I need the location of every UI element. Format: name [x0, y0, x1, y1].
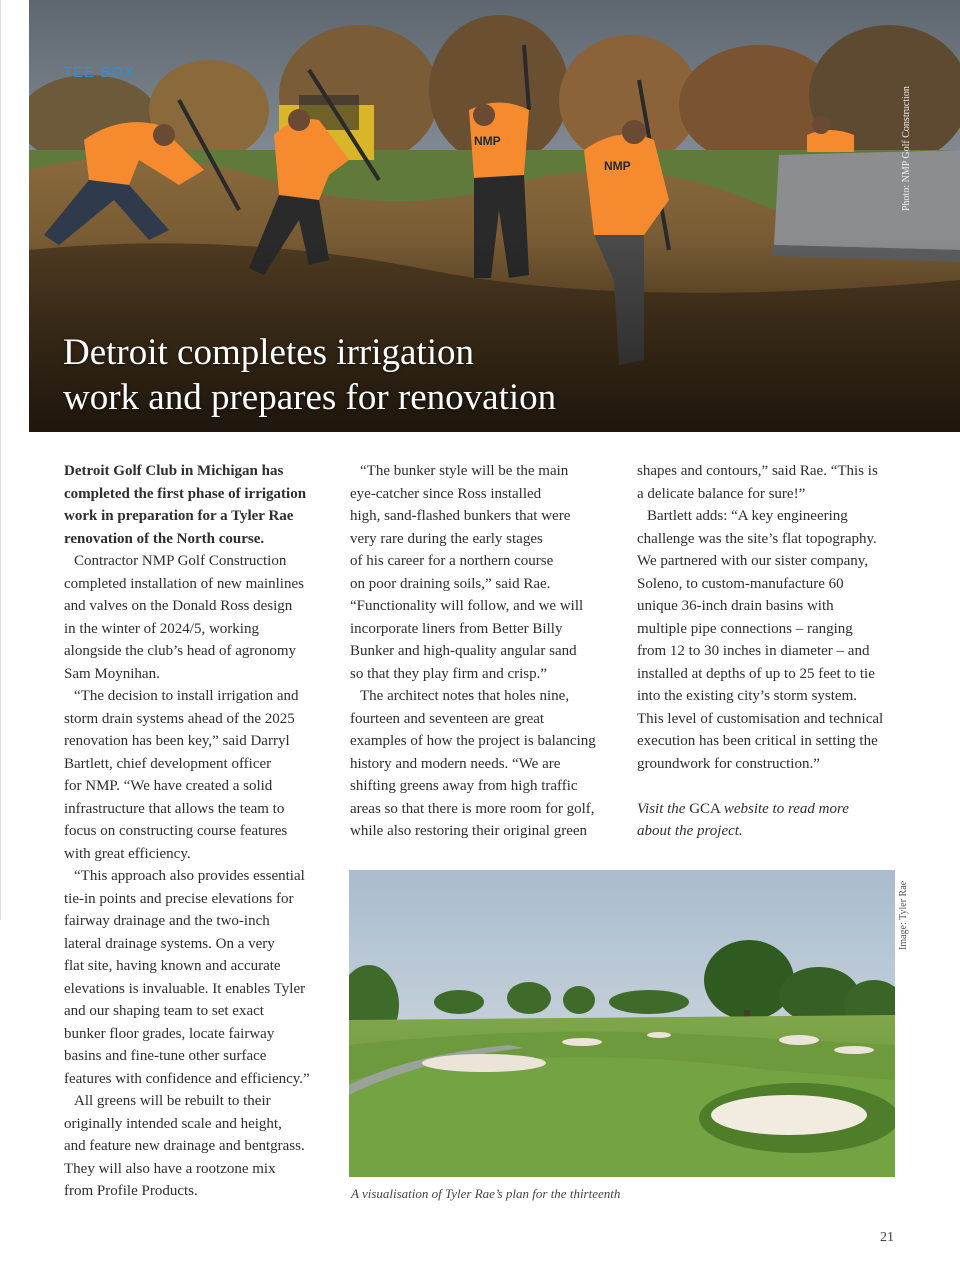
body-line: They will also have a rootzone mix: [64, 1160, 276, 1177]
body-line: features with confidence and efficiency.”: [64, 1070, 310, 1087]
article-column-3: [637, 460, 899, 843]
cta-mid: website to read more: [723, 800, 849, 817]
body-line: We partnered with our sister company,: [637, 553, 869, 569]
body-line: This level of customisation and technical: [637, 710, 884, 727]
body-line: installed at depths of up to 25 feet to tie: [637, 665, 875, 682]
headline: [63, 330, 683, 420]
body-line: “This approach also provides essential: [74, 868, 305, 884]
standfirst-line: completed the first phase of irrigation: [64, 485, 307, 502]
body-line: with great efficiency.: [64, 845, 191, 862]
body-line: flat site, having known and accurate: [64, 958, 281, 974]
course-illustration: [349, 870, 895, 1177]
standfirst-line: Detroit Golf Club in Michigan has: [64, 463, 284, 479]
body-line: of his career for a northern course: [350, 553, 554, 569]
body-line: basins and fine-tune other surface: [64, 1048, 267, 1064]
body-line: shifting greens away from high traffic: [350, 778, 578, 794]
body-line: fairway drainage and the two-inch: [64, 913, 270, 929]
body-line: shapes and contours,” said Rae. “This is: [637, 463, 878, 479]
body-line: Contractor NMP Golf Construction: [74, 553, 287, 569]
cta-line-2: about the project.: [637, 823, 743, 839]
body-line: infrastructure that allows the team to: [64, 800, 285, 817]
body-line: execution has been critical in setting the: [637, 733, 878, 749]
body-line: while also restoring their original green: [350, 823, 588, 839]
body-line: a delicate balance for sure!”: [637, 485, 806, 502]
body-line: unique 36-inch drain basins with: [637, 598, 834, 614]
body-line: and valves on the Donald Ross design: [64, 598, 293, 614]
body-line: The architect notes that holes nine,: [360, 688, 570, 704]
body-line: incorporate liners from Better Billy: [350, 620, 563, 637]
body-line: examples of how the project is balancing: [350, 733, 596, 749]
standfirst-line: work in preparation for a Tyler Rae: [64, 508, 294, 524]
body-line: into the existing city’s storm system.: [637, 688, 857, 704]
body-line: alongside the club’s head of agronomy: [64, 643, 297, 659]
body-line: Bartlett, chief development officer: [64, 755, 272, 772]
body-line: Bunker and high-quality angular sand: [350, 643, 577, 659]
page-edge-rule: [0, 0, 1, 920]
body-line: multiple pipe connections – ranging: [637, 620, 853, 637]
hero-photo: [29, 0, 960, 432]
body-line: focus on constructing course features: [64, 823, 288, 839]
course-visualisation-image: [349, 870, 895, 1177]
headline-line-1: Detroit completes irrigation: [63, 332, 474, 373]
body-line: eye-catcher since Ross installed: [350, 485, 542, 502]
body-line: areas so that there is more room for golf,: [350, 800, 595, 817]
body-line: fourteen and seventeen are great: [350, 710, 545, 727]
headline-line-2: work and prepares for renovation: [63, 377, 557, 418]
body-line: Sam Moynihan.: [64, 665, 160, 682]
body-line: tie-in points and precise elevations for: [64, 890, 294, 907]
body-line: storm drain systems ahead of the 2025: [64, 710, 295, 727]
body-line: lateral drainage systems. On a very: [64, 935, 275, 952]
body-line: bunker floor grades, locate fairway: [64, 1025, 275, 1042]
body-line: on poor draining soils,” said Rae.: [350, 575, 551, 592]
cta-line-1: [637, 798, 899, 821]
body-line: renovation has been key,” said Darryl: [64, 733, 290, 749]
body-line: “The bunker style will be the main: [360, 463, 569, 479]
body-line: “The decision to install irrigation and: [74, 688, 299, 704]
article-column-2: [350, 460, 612, 843]
body-line: so that they play firm and crisp.”: [350, 665, 548, 682]
green-bunker-icon: [699, 1083, 895, 1153]
body-line: and feature new drainage and bentgrass.: [64, 1138, 305, 1154]
body-line: completed installation of new mainlines: [64, 575, 304, 592]
body-line: from Profile Products.: [64, 1183, 198, 1199]
body-line: history and modern needs. “We are: [350, 755, 561, 772]
body-line: originally intended scale and height,: [64, 1115, 282, 1132]
article-column-1: [64, 460, 326, 1203]
body-line: Bartlett adds: “A key engineering: [647, 508, 848, 524]
body-line: in the winter of 2024/5, working: [64, 620, 259, 637]
cta-prefix: Visit the: [637, 800, 686, 817]
photo-credit: Photo: NMP Golf Construction: [901, 86, 912, 211]
body-line: and our shaping team to set exact: [64, 1003, 264, 1019]
standfirst-line: renovation of the North course.: [64, 530, 265, 547]
page-number: 21: [880, 1230, 894, 1245]
body-line: from 12 to 30 inches in diameter – and: [637, 643, 870, 659]
image-caption: A visualisation of Tyler Rae’s plan for the thirteenth: [351, 1186, 621, 1201]
body-line: elevations is invaluable. It enables Tyler: [64, 980, 306, 997]
section-label: TEE BOX: [63, 64, 136, 81]
body-line: challenge was the site’s flat topography.: [637, 530, 877, 547]
cta-link[interactable]: GCA: [689, 800, 721, 817]
body-line: for NMP. “We have created a solid: [64, 778, 273, 794]
body-line: Soleno, to custom-manufacture 60: [637, 575, 844, 592]
body-line: All greens will be rebuilt to their: [74, 1093, 271, 1109]
body-line: groundwork for construction.”: [637, 755, 820, 772]
image-credit: Image: Tyler Rae: [898, 880, 909, 950]
body-line: high, sand-flashed bunkers that were: [350, 508, 571, 524]
body-line: very rare during the early stages: [350, 530, 543, 547]
body-line: “Functionality will follow, and we will: [350, 598, 584, 614]
paragraph-gap: [637, 775, 899, 798]
